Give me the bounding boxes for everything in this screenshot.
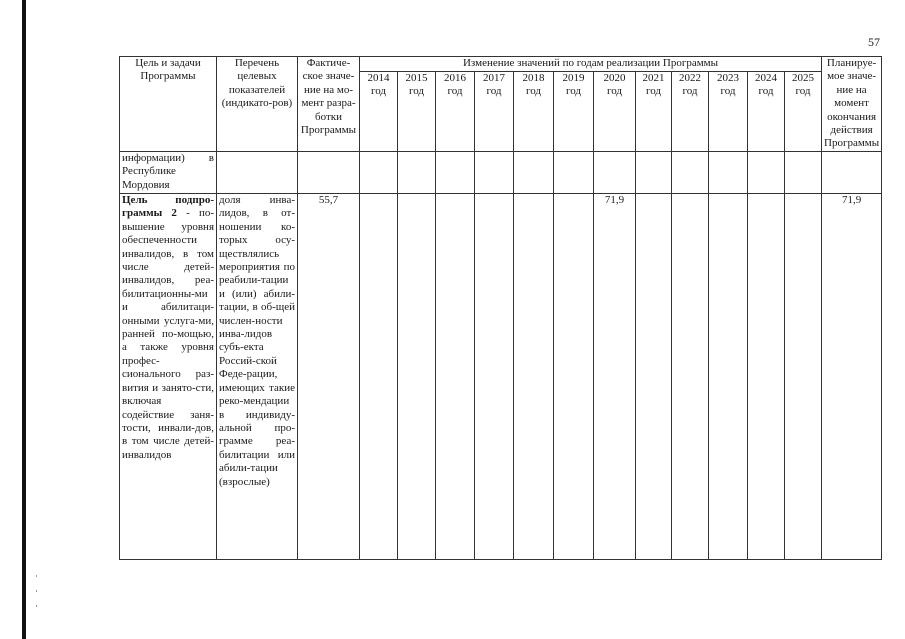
planned-value-cell: 71,9 [822,194,882,560]
header-row-top [120,57,882,72]
year-header: 2020 год [594,72,636,152]
scan-speck [36,590,37,592]
header-planned-value: Планируе-мое значе-ние на момент окончания действия Программы [822,57,882,152]
year-header: 2019 год [554,72,594,152]
year-header: 2023 год [709,72,748,152]
scan-speck [36,575,37,577]
goal-description: - по-вышение уровня обеспеченности инвалидов, в том числе детей-инвалидов, реа-билитационны-ми и абилитаци-онными услуга-ми, ранней по-мощью, а также уровня профес-сионального раз-вития и занято-сти, включая содействие заня-тости, инвали-дов, в том числе детей-инвалидов [122,207,214,461]
page-number: 57 [868,35,880,49]
scan-speck [36,605,37,607]
header-goal: Цель и задачи Программы [120,57,217,152]
value-2020-cell: 71,9 [594,194,636,560]
table-row [120,152,882,194]
actual-value-cell: 55,7 [298,194,360,560]
year-header: 2021 год [636,72,672,152]
indicator-cell: доля инва-лидов, в от-ношении ко-торых осу-ществлялись мероприятия по реабили-тации и (или) абили-тации, в об-щей числен-ности инва-лидов субъ-екта Россий-ской Феде-рации, имеющих такие реко-мендации в индивиду-альной про-грамме реа-билитации или абили-тации (взрослые) [217,194,298,560]
table-row [120,194,882,560]
year-header: 2017 год [475,72,514,152]
year-header: 2014 год [360,72,398,152]
goal-cell [120,194,217,560]
binding-edge [22,0,26,639]
year-header: 2024 год [748,72,785,152]
indicators-table [119,56,882,560]
year-header: 2018 год [514,72,554,152]
year-header: 2015 год [398,72,436,152]
header-yearly-change: Изменение значений по годам реализации Программы [360,57,822,72]
year-header: 2025 год [785,72,822,152]
header-actual-value: Фактиче-ское значе-ние на мо-мент разра-ботки Программы [298,57,360,152]
goal-title: Цель подпро-граммы 2 [122,194,214,220]
goal-cell: информации) в Республике Мордовия [120,152,217,194]
year-header: 2016 год [436,72,475,152]
year-header: 2022 год [672,72,709,152]
header-indicators: Перечень целевых показателей (индикато-ров) [217,57,298,152]
